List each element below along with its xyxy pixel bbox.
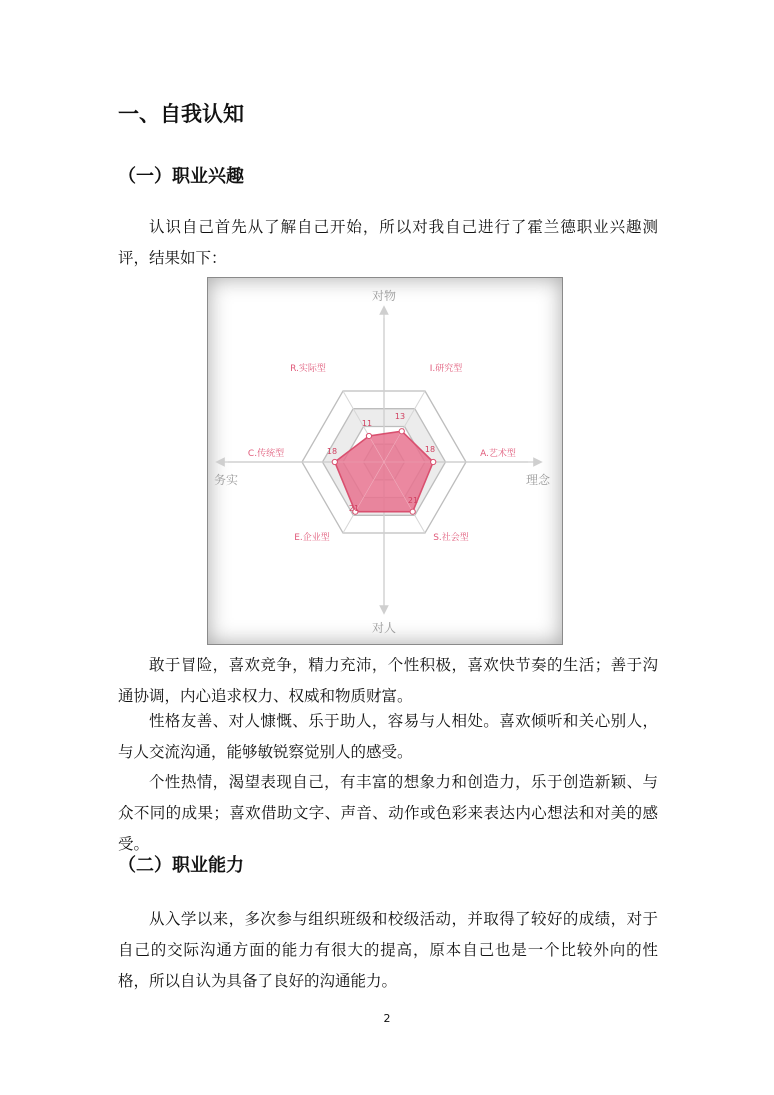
interest-paragraph-3: 个性热情，渴望表现自己，有丰富的想象力和创造力，乐于创造新颖、与众不同的成果；喜欢借助文字、声音、动作或色彩来表达内心想法和对美的感受。 xyxy=(118,773,658,853)
radar-chart-svg xyxy=(208,278,562,644)
radar-data-point xyxy=(431,459,436,464)
radar-data-point xyxy=(332,459,337,464)
interest-paragraph-2: 性格友善、对人慷慨、乐于助人，容易与人相处。喜欢倾听和关心别人，与人交流沟通，能够敏锐察觉别人的感受。 xyxy=(118,712,658,761)
value-label: 11 xyxy=(361,419,373,428)
value-label: 21 xyxy=(407,496,419,505)
value-label: 18 xyxy=(424,445,436,454)
category-label: S.社会型 xyxy=(433,533,469,543)
radar-data-point xyxy=(366,433,371,438)
intro-paragraph: 认识自己首先从了解自己开始，所以对我自己进行了霍兰德职业兴趣测评，结果如下： xyxy=(118,218,658,267)
category-label: I.研究型 xyxy=(429,364,463,374)
category-label: C.传统型 xyxy=(247,449,285,459)
holland-radar-chart xyxy=(207,277,563,645)
section-title-interest: （一）职业兴趣 xyxy=(118,166,244,187)
axis-label-top: 对物 xyxy=(371,289,397,303)
value-label: 13 xyxy=(394,412,406,421)
value-label: 21 xyxy=(348,504,360,513)
section-title-ability: （二）职业能力 xyxy=(118,855,244,876)
axis-label-left: 务实 xyxy=(213,473,239,487)
interest-paragraph-1: 敢于冒险，喜欢竞争，精力充沛，个性积极，喜欢快节奏的生活；善于沟通协调，内心追求权力、权威和物质财富。 xyxy=(118,656,658,705)
radar-data-point xyxy=(410,509,415,514)
axis-label-bottom: 对人 xyxy=(371,621,397,635)
category-label: R.实际型 xyxy=(290,364,326,374)
heading-self-awareness: 一、自我认知 xyxy=(118,102,244,126)
axis-label-right: 理念 xyxy=(525,473,551,487)
ability-paragraph: 从入学以来，多次参与组织班级和校级活动，并取得了较好的成绩，对于自己的交际沟通方面的能力有很大的提高，原本自己也是一个比较外向的性格，所以自认为具备了良好的沟通能力。 xyxy=(118,910,658,990)
category-label: A.艺术型 xyxy=(480,449,516,459)
value-label: 18 xyxy=(326,447,338,456)
category-label: E.企业型 xyxy=(294,533,330,543)
radar-data-point xyxy=(399,429,404,434)
page-number: 2 xyxy=(383,1012,391,1025)
